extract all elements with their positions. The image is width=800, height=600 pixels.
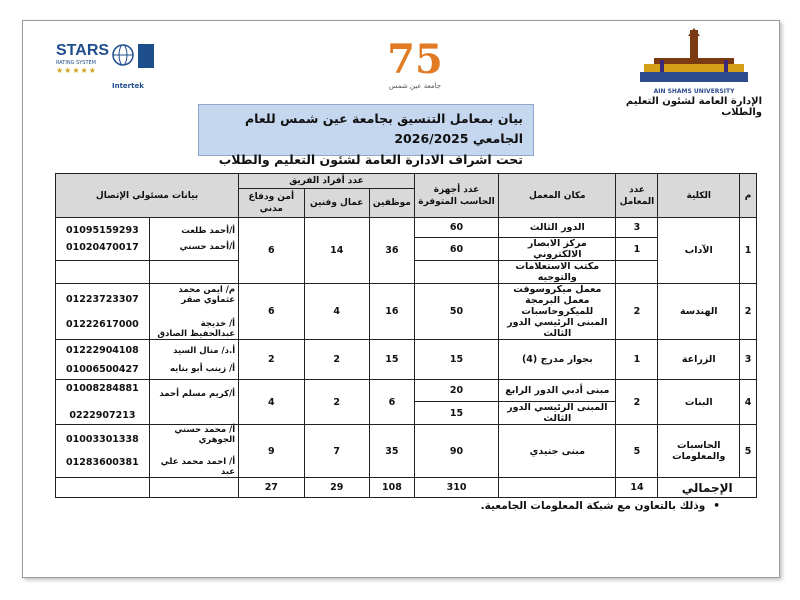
row-pcs: 60 [414, 218, 498, 238]
totals-row [56, 478, 757, 498]
totals-contact-empty [56, 478, 150, 498]
totals-label: الإجمالي [658, 478, 757, 498]
globe-icon [112, 44, 134, 66]
table-header-row [56, 174, 757, 189]
anniversary-logo-number: 75 [387, 36, 443, 83]
row-contact-name [149, 218, 238, 261]
header-lab-location: مكان المعمل [499, 174, 616, 218]
anniversary-logo-caption: جامعة عين شمس [388, 82, 442, 90]
contact-name-2: أ/ خديجة عبدالحفيظ الصادق [157, 318, 236, 339]
row-contact-phone [56, 284, 150, 340]
totals-lab-count: 14 [616, 478, 658, 498]
table-row [56, 425, 757, 478]
row-lab-location: مكتب الاستعلامات والتوجيه [499, 261, 616, 284]
lab-location-line: معمل ميكروسوفت [513, 284, 602, 295]
row-security: 6 [239, 284, 304, 340]
row-lab-location: مبنى أدبي الدور الرابع [499, 380, 616, 402]
row-contact-name [149, 340, 238, 380]
row-pcs: 20 [414, 380, 498, 402]
totals-contact-empty [149, 478, 238, 498]
row-faculty: الزراعة [658, 340, 740, 380]
row-security: 9 [239, 425, 304, 478]
row-contact-phone [56, 380, 150, 425]
row-num: 5 [740, 425, 757, 478]
ukas-badge-icon [138, 44, 154, 68]
contact-phone-2: 0222907213 [69, 410, 136, 421]
row-pcs: 50 [414, 284, 498, 340]
stars-rating-icon: ★★★★★ [56, 66, 97, 75]
row-contact-name [149, 380, 238, 425]
row-lab-count [616, 261, 658, 284]
row-pcs: 60 [414, 238, 498, 261]
table-row [56, 380, 757, 402]
footnote [420, 500, 720, 512]
contact-name-1: أ.د/ منال السيد [173, 345, 236, 356]
contact-phone-1: 01095159293 [66, 225, 139, 236]
intertek-logo-text: Intertek [112, 82, 144, 90]
row-employees: 6 [369, 380, 414, 425]
header-faculty: الكلية [658, 174, 740, 218]
header-num: م [740, 174, 757, 218]
row-lab-count: 5 [616, 425, 658, 478]
university-tower-icon [634, 28, 754, 84]
contact-phone-1: 01223723307 [66, 293, 139, 305]
contact-phone-1: 01222904108 [66, 344, 139, 356]
coordination-labs-table [55, 173, 757, 498]
row-lab-location [499, 284, 616, 340]
totals-employees: 108 [369, 478, 414, 498]
row-workers: 4 [304, 284, 369, 340]
certification-logo [56, 42, 156, 100]
row-employees: 16 [369, 284, 414, 340]
totals-pcs: 310 [414, 478, 498, 498]
row-pcs: 15 [414, 402, 498, 425]
totals-security: 27 [239, 478, 304, 498]
header-pc-count: عدد أجهزة الحاسب المتوفرة [414, 174, 498, 218]
row-lab-location: المبنى الرئيسي الدور الثالث [499, 402, 616, 425]
anniversary-logo [380, 38, 450, 104]
contact-phone-2: 01020470017 [66, 242, 139, 253]
table-row [56, 218, 757, 238]
contact-phone-2: 01222617000 [66, 318, 139, 330]
contact-name-1: أ/أحمد طلعت [181, 226, 236, 236]
header-workers: عمال وفنين [304, 189, 369, 218]
row-contact-name [149, 425, 238, 478]
row-workers: 7 [304, 425, 369, 478]
row-security: 6 [239, 218, 304, 284]
row-pcs [414, 261, 498, 284]
contact-phone-2: 01283600381 [66, 457, 139, 468]
row-contact-phone-empty [56, 261, 150, 284]
row-faculty: الآداب [658, 218, 740, 284]
lab-location-line: معمل البرمجة للميكروحاسبات [521, 295, 594, 317]
header-employees: موظفين [369, 189, 414, 218]
document-title: بيان بمعامل التنسيق بجامعة عين شمس للعام الجامعي 2026/2025 [245, 111, 523, 146]
header-contact: بيانات مسئولي الإتصال [56, 174, 239, 218]
row-employees: 36 [369, 218, 414, 284]
contact-phone-2: 01006500427 [66, 363, 139, 375]
document-title-box [198, 104, 534, 167]
row-lab-location: مركز الابصار الالكتروني [499, 238, 616, 261]
lab-location-line: المبنى الرئيسي الدور الثالث [507, 317, 608, 339]
contact-name-1: أ/ محمد حسني الجوهري [174, 425, 236, 445]
row-lab-location: الدور الثالث [499, 218, 616, 238]
contact-name-2: أ/أحمد حسني [179, 242, 236, 252]
row-security: 2 [239, 340, 304, 380]
table-row [56, 284, 757, 340]
row-workers: 2 [304, 380, 369, 425]
row-contact-phone [56, 218, 150, 261]
footnote-text: وذلك بالتعاون مع شبكة المعلومات الجامعية. [480, 500, 706, 512]
header-security: أمن ودفاع مدني [239, 189, 304, 218]
row-lab-count: 1 [616, 340, 658, 380]
row-lab-count: 2 [616, 284, 658, 340]
contact-name-2: أ/ زينب أبو بنايه [170, 363, 236, 374]
row-faculty: البنات [658, 380, 740, 425]
contact-phone-1: 01008284881 [66, 383, 139, 394]
stars-logo-text: STARS [56, 42, 110, 59]
row-num: 1 [740, 218, 757, 284]
stars-logo-subtext: RATING SYSTEM [56, 60, 96, 66]
row-contact-name [149, 284, 238, 340]
table-row [56, 340, 757, 380]
contact-name-1: أ/كريم مسلم أحمد [159, 389, 236, 399]
contact-name-2: أ/ احمد محمد علي عبد [160, 457, 236, 477]
contact-phone-1: 01003301338 [66, 434, 139, 445]
row-workers: 14 [304, 218, 369, 284]
row-lab-location: مبنى جنيدي [499, 425, 616, 478]
row-lab-location: بجوار مدرج (4) [499, 340, 616, 380]
university-logo-text: AIN SHAMS UNIVERSITY [653, 88, 735, 95]
totals-empty [499, 478, 616, 498]
row-lab-count: 2 [616, 380, 658, 425]
row-num: 2 [740, 284, 757, 340]
row-lab-count: 1 [616, 238, 658, 261]
bullet-icon: • [713, 500, 720, 512]
row-num: 3 [740, 340, 757, 380]
row-faculty: الهندسة [658, 284, 740, 340]
row-pcs: 90 [414, 425, 498, 478]
header-lab-count: عدد المعامل [616, 174, 658, 218]
row-num: 4 [740, 380, 757, 425]
contact-name-1: م/ ايمن محمد عثماوي صقر [178, 284, 236, 305]
document-subtitle: تحت اشراف الادارة العامة لشئون التعليم والطلاب [218, 152, 523, 167]
row-workers: 2 [304, 340, 369, 380]
row-pcs: 15 [414, 340, 498, 380]
university-department-caption: الإدارة العامة لشئون التعليم والطلاب [625, 96, 762, 118]
row-security: 4 [239, 380, 304, 425]
row-contact-name-empty [149, 261, 238, 284]
row-faculty: الحاسبات والمعلومات [658, 425, 740, 478]
row-contact-phone [56, 340, 150, 380]
row-employees: 15 [369, 340, 414, 380]
row-lab-count: 3 [616, 218, 658, 238]
header-team: عدد أفراد الفريق [239, 174, 415, 189]
row-employees: 35 [369, 425, 414, 478]
row-contact-phone [56, 425, 150, 478]
totals-workers: 29 [304, 478, 369, 498]
